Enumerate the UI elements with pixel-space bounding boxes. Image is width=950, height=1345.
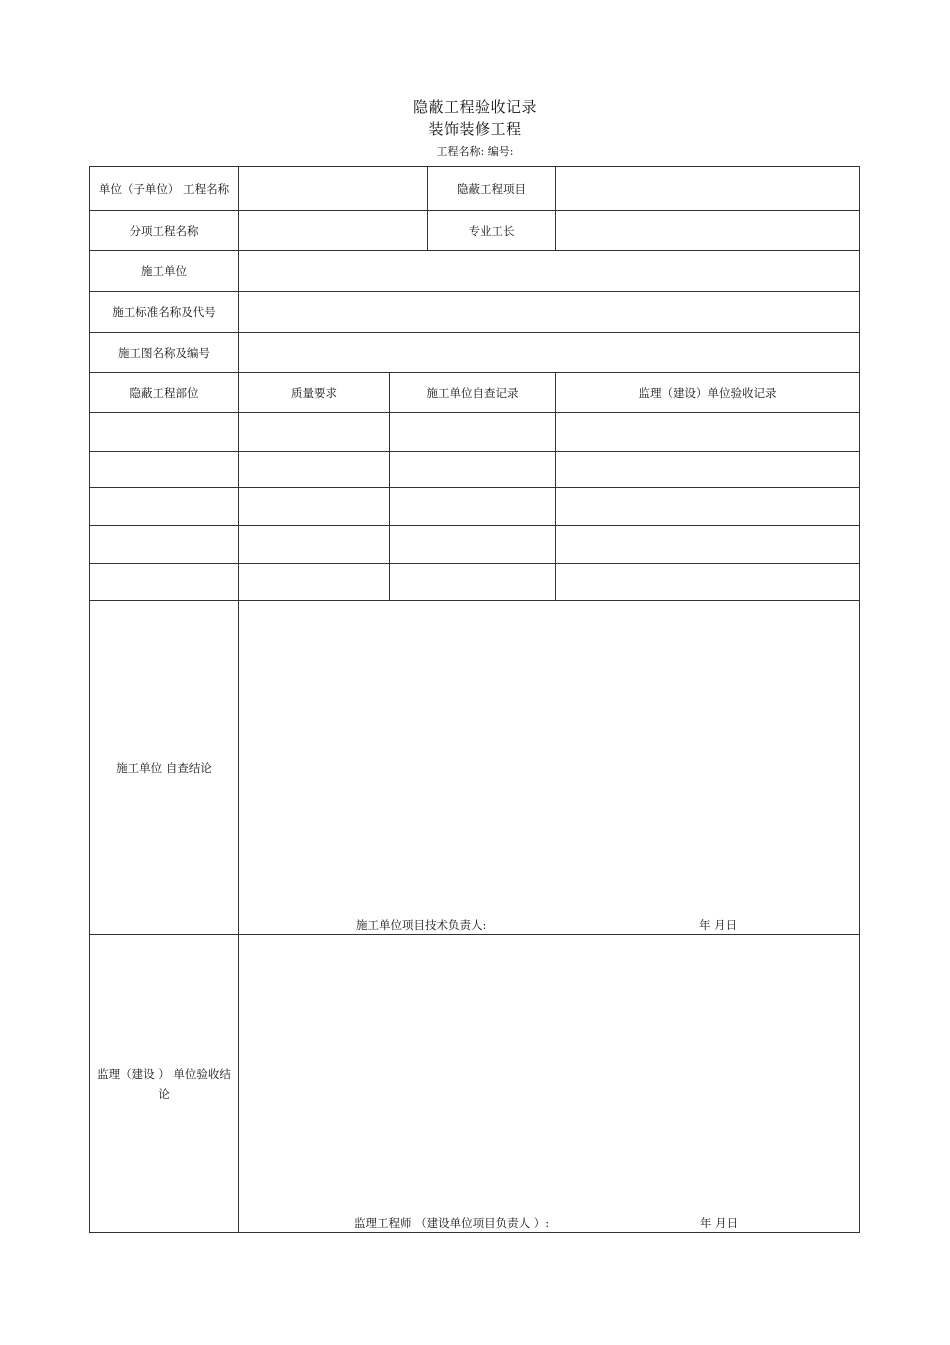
- form-row-standard: [90, 292, 860, 333]
- table-cell[interactable]: [90, 526, 239, 564]
- table-cell[interactable]: [239, 488, 390, 526]
- self-check-conclusion-row: [90, 601, 860, 935]
- form-row-contractor: [90, 251, 860, 292]
- table-cell[interactable]: [390, 413, 556, 452]
- table-cell[interactable]: [239, 452, 390, 488]
- supervision-conclusion-label-line1: 监理（建设 ） 单位验收结: [97, 1066, 231, 1081]
- table-cell[interactable]: [239, 564, 390, 601]
- supervision-conclusion-label: [90, 935, 239, 1233]
- table-cell[interactable]: [90, 413, 239, 452]
- supervision-conclusion-label-line2: 论: [158, 1086, 170, 1101]
- inspection-form-table: [89, 166, 860, 1233]
- form-row-drawing: [90, 333, 860, 373]
- table-cell[interactable]: [556, 564, 860, 601]
- column-header-self-check: 施工单位自查记录: [390, 373, 556, 413]
- supervision-date-label: 年 月日: [700, 1216, 739, 1230]
- table-cell[interactable]: [239, 413, 390, 452]
- column-header-location: 隐蔽工程部位: [90, 373, 239, 413]
- table-row: [90, 413, 860, 452]
- form-row-unit-project: [90, 167, 860, 211]
- self-check-date-label: 年 月日: [699, 918, 738, 932]
- table-cell[interactable]: [90, 564, 239, 601]
- table-cell[interactable]: [390, 452, 556, 488]
- self-check-conclusion-label: 施工单位 自查结论: [90, 601, 239, 935]
- supervision-signer-label: 监理工程师 （建设单位项目负责人 ）:: [354, 1216, 550, 1230]
- table-row: [90, 452, 860, 488]
- table-row: [90, 488, 860, 526]
- unit-project-value[interactable]: [239, 167, 428, 211]
- table-cell[interactable]: [556, 452, 860, 488]
- table-cell[interactable]: [390, 564, 556, 601]
- hidden-item-value[interactable]: [556, 167, 860, 211]
- subitem-name-value[interactable]: [239, 211, 428, 251]
- self-check-signer-label: 施工单位项目技术负责人:: [356, 918, 487, 932]
- column-header-quality: 质量要求: [239, 373, 390, 413]
- contractor-value[interactable]: [239, 251, 860, 292]
- subitem-name-label: 分项工程名称: [90, 211, 239, 251]
- supervision-conclusion-area[interactable]: [239, 935, 860, 1233]
- contractor-label: 施工单位: [90, 251, 239, 292]
- table-cell[interactable]: [239, 526, 390, 564]
- table-row: [90, 564, 860, 601]
- table-cell[interactable]: [556, 413, 860, 452]
- table-cell[interactable]: [390, 488, 556, 526]
- table-cell[interactable]: [556, 526, 860, 564]
- self-check-conclusion-area[interactable]: [239, 601, 860, 935]
- hidden-item-label: 隐蔽工程项目: [428, 167, 556, 211]
- project-meta-line: 工程名称: 编号:: [436, 145, 514, 158]
- unit-project-label: 单位（子单位） 工程名称: [90, 167, 239, 211]
- document-subtitle: 装饰装修工程: [428, 120, 522, 138]
- supervision-conclusion-row: [90, 935, 860, 1233]
- foreman-label: 专业工长: [428, 211, 556, 251]
- form-header-row: [90, 373, 860, 413]
- column-header-supervision: 监理（建设）单位验收记录: [556, 373, 860, 413]
- standard-label: 施工标准名称及代号: [90, 292, 239, 333]
- drawing-value[interactable]: [239, 333, 860, 373]
- document-title: 隐蔽工程验收记录: [412, 98, 537, 116]
- drawing-label: 施工图名称及编号: [90, 333, 239, 373]
- form-row-subitem: [90, 211, 860, 251]
- table-row: [90, 526, 860, 564]
- table-cell[interactable]: [390, 526, 556, 564]
- table-cell[interactable]: [90, 488, 239, 526]
- foreman-value[interactable]: [556, 211, 860, 251]
- standard-value[interactable]: [239, 292, 860, 333]
- table-cell[interactable]: [90, 452, 239, 488]
- table-cell[interactable]: [556, 488, 860, 526]
